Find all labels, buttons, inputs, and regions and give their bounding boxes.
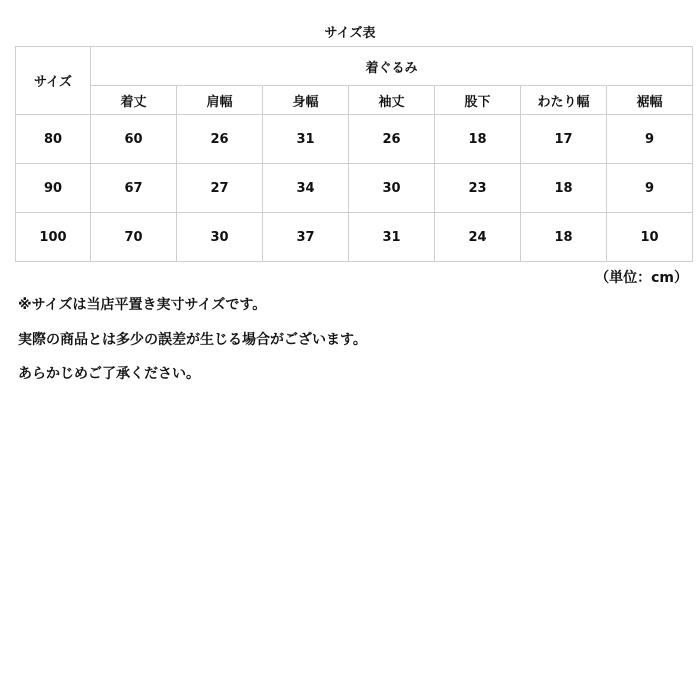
table-cell: 30 [177, 213, 263, 262]
table-cell: 34 [263, 164, 349, 213]
table-row [16, 115, 693, 164]
size-cell: 90 [16, 164, 91, 213]
measurement-header-row [16, 86, 693, 115]
table-cell: 67 [91, 164, 177, 213]
table-cell: 30 [349, 164, 435, 213]
table-row [16, 164, 693, 213]
column-header: 袖丈 [349, 86, 435, 115]
size-cell: 100 [16, 213, 91, 262]
note-line: 実際の商品とは多少の誤差が生じる場合がございます。 [18, 332, 367, 348]
table-cell: 37 [263, 213, 349, 262]
unit-note: （単位：cm） [595, 270, 688, 286]
size-chart-title: サイズ表 [324, 26, 376, 41]
column-header: 身幅 [263, 86, 349, 115]
table-cell: 24 [435, 213, 521, 262]
garment-group-header: 着ぐるみ [91, 47, 693, 86]
table-cell: 26 [177, 115, 263, 164]
column-header: わたり幅 [521, 86, 607, 115]
column-header: 着丈 [91, 86, 177, 115]
table-cell: 31 [349, 213, 435, 262]
table-header-row [16, 47, 693, 86]
size-cell: 80 [16, 115, 91, 164]
table-cell: 18 [521, 164, 607, 213]
column-header: 裾幅 [607, 86, 693, 115]
table-cell: 23 [435, 164, 521, 213]
table-cell: 26 [349, 115, 435, 164]
column-header: 肩幅 [177, 86, 263, 115]
size-table [15, 46, 693, 262]
table-cell: 70 [91, 213, 177, 262]
note-line: あらかじめご了承ください。 [18, 366, 200, 382]
table-cell: 27 [177, 164, 263, 213]
table-cell: 31 [263, 115, 349, 164]
table-cell: 9 [607, 115, 693, 164]
column-header: 股下 [435, 86, 521, 115]
size-column-header: サイズ [16, 47, 91, 115]
table-row [16, 213, 693, 262]
note-line: ※サイズは当店平置き実寸サイズです。 [18, 297, 267, 313]
table-cell: 17 [521, 115, 607, 164]
table-cell: 18 [521, 213, 607, 262]
table-cell: 60 [91, 115, 177, 164]
table-cell: 18 [435, 115, 521, 164]
table-cell: 9 [607, 164, 693, 213]
table-cell: 10 [607, 213, 693, 262]
